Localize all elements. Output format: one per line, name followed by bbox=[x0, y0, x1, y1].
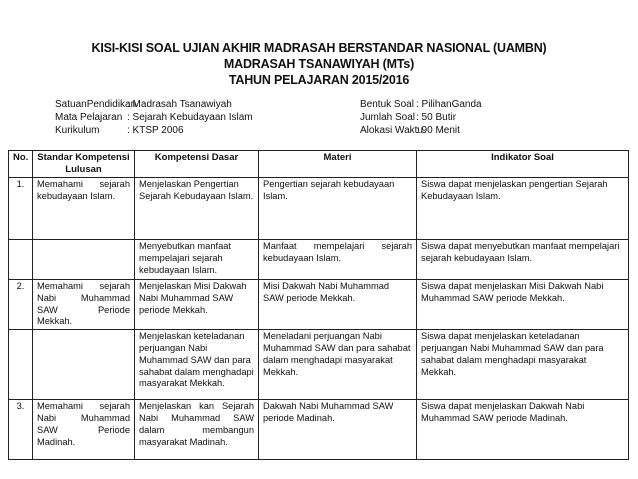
cell-kompetensi-dasar: Menjelaskan Misi Dakwah Nabi Muhammad SAW periode Mekkah. bbox=[135, 280, 259, 330]
cell-materi: Manfaat mempelajari sejarah kebudayaan Islam. bbox=[259, 240, 417, 280]
info-value: : Sejarah Kebudayaan Islam bbox=[127, 112, 253, 123]
header-indikator-soal: Indikator Soal bbox=[417, 151, 629, 178]
cell-indikator: Siswa dapat menjelaskan Dakwah Nabi Muhammad SAW periode Madinah. bbox=[417, 400, 629, 460]
info-row-mata-pelajaran bbox=[55, 111, 253, 124]
info-key: Alokasi Waktu bbox=[360, 125, 423, 136]
cell-indikator: Siswa dapat menjelaskan Misi Dakwah Nabi Muhammad SAW periode Mekkah. bbox=[417, 280, 629, 330]
cell-materi: Meneladani perjuangan Nabi Muhammad SAW dan para sahabat dalam menghadapi masyarakat Mekkah. bbox=[259, 330, 417, 400]
info-right bbox=[360, 98, 482, 137]
cell-standar-kompetensi bbox=[33, 240, 135, 280]
document-title bbox=[0, 40, 638, 88]
cell-standar-kompetensi: Memahami sejarah Nabi Muhammad SAW Periode Mekkah. bbox=[33, 280, 135, 330]
info-key: Bentuk Soal bbox=[360, 99, 414, 110]
table-row bbox=[9, 400, 629, 460]
info-row-satuan-pendidikan bbox=[55, 98, 253, 111]
header-no: No. bbox=[9, 151, 33, 178]
table-row bbox=[9, 330, 629, 400]
header-kompetensi-dasar: Kompetensi Dasar bbox=[135, 151, 259, 178]
info-left bbox=[55, 98, 253, 137]
cell-indikator: Siswa dapat menjelaskan pengertian Sejarah Kebudayaan Islam. bbox=[417, 178, 629, 240]
header-standar-kompetensi: Standar Kompetensi Lulusan bbox=[33, 151, 135, 178]
cell-indikator: Siswa dapat menjelaskan keteladanan perjuangan Nabi Muhammad SAW dan para sahabat dalam menghadapi masyarakat Mekkah. bbox=[417, 330, 629, 400]
table-row bbox=[9, 178, 629, 240]
cell-materi: Pengertian sejarah kebudayaan Islam. bbox=[259, 178, 417, 240]
cell-kompetensi-dasar: Menyebutkan manfaat mempelajari sejarah kebudayaan Islam. bbox=[135, 240, 259, 280]
title-line-3: TAHUN PELAJARAN 2015/2016 bbox=[228, 73, 410, 87]
info-key: SatuanPendidikan bbox=[55, 99, 137, 110]
cell-materi: Misi Dakwah Nabi Muhammad SAW periode Mekkah. bbox=[259, 280, 417, 330]
title-line-1: KISI-KISI SOAL UJIAN AKHIR MADRASAH BERSTANDAR NASIONAL (UAMBN) bbox=[91, 41, 547, 55]
table-header-row bbox=[9, 151, 629, 178]
table-row bbox=[9, 280, 629, 330]
cell-kompetensi-dasar: Menjelaskan kan Sejarah Nabi Muhammad SAW dalam membangun masyarakat Madinah. bbox=[135, 400, 259, 460]
info-value: : 50 Butir bbox=[416, 112, 457, 123]
cell-indikator: Siswa dapat menyebutkan manfaat mempelajari sejarah kebudayaan Islam. bbox=[417, 240, 629, 280]
info-value: : PilihanGanda bbox=[416, 99, 482, 110]
info-value: : KTSP 2006 bbox=[127, 125, 184, 136]
table-row bbox=[9, 240, 629, 280]
cell-no bbox=[9, 330, 33, 400]
cell-materi: Dakwah Nabi Muhammad SAW periode Madinah. bbox=[259, 400, 417, 460]
cell-standar-kompetensi bbox=[33, 330, 135, 400]
title-line-2: MADRASAH TSANAWIYAH (MTs) bbox=[223, 57, 415, 71]
kisi-kisi-table bbox=[8, 150, 629, 460]
cell-no: 3. bbox=[9, 400, 33, 460]
cell-kompetensi-dasar: Menjelaskan Pengertian Sejarah Kebudayaan Islam. bbox=[135, 178, 259, 240]
info-row-kurikulum bbox=[55, 124, 253, 137]
info-key: Jumlah Soal bbox=[360, 112, 416, 123]
cell-standar-kompetensi: Memahami sejarah Nabi Muhammad SAW Periode Madinah. bbox=[33, 400, 135, 460]
header-materi: Materi bbox=[259, 151, 417, 178]
info-value: : 90 Menit bbox=[416, 125, 460, 136]
cell-standar-kompetensi: Memahami sejarah kebudayaan Islam. bbox=[33, 178, 135, 240]
info-key: Kurikulum bbox=[55, 125, 100, 136]
cell-no bbox=[9, 240, 33, 280]
info-row-jumlah-soal bbox=[360, 111, 482, 124]
cell-kompetensi-dasar: Menjelaskan keteladanan perjuangan Nabi Muhammad SAW dan para sahabat dalam menghadapi masyarakat Mekkah. bbox=[135, 330, 259, 400]
info-key: Mata Pelajaran bbox=[55, 112, 123, 123]
info-value: : Madrasah Tsanawiyah bbox=[127, 99, 232, 110]
cell-no: 1. bbox=[9, 178, 33, 240]
info-row-bentuk-soal bbox=[360, 98, 482, 111]
cell-no: 2. bbox=[9, 280, 33, 330]
info-row-alokasi-waktu bbox=[360, 124, 482, 137]
